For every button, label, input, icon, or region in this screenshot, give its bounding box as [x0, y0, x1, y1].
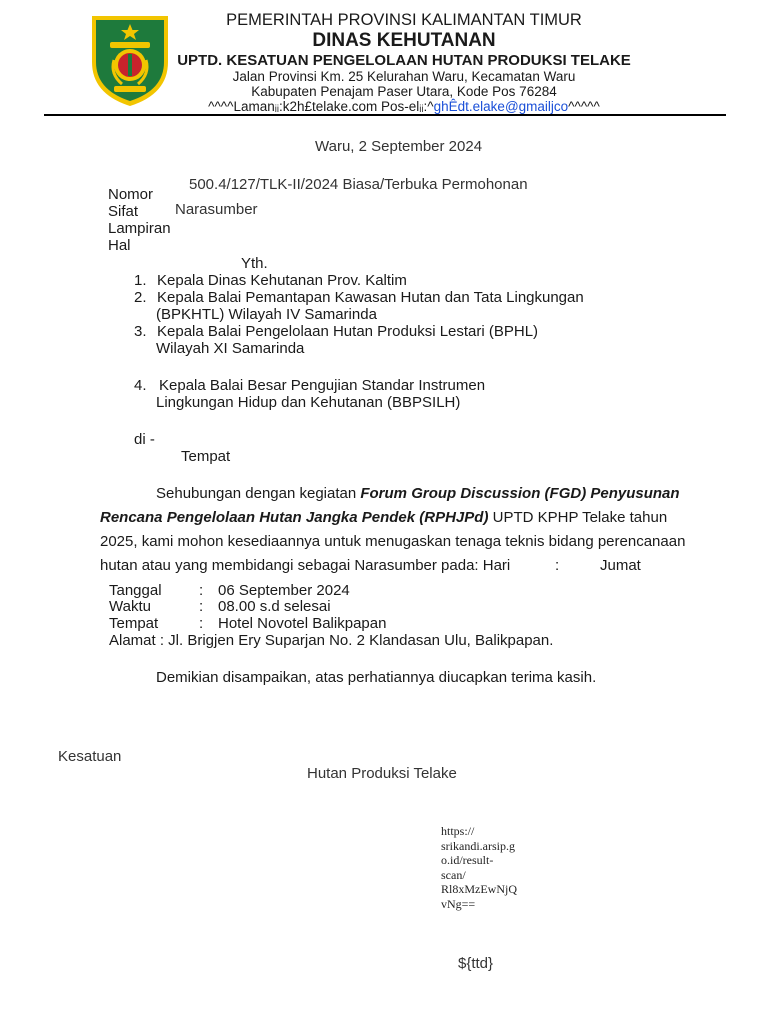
body-day-colon: : [555, 557, 560, 574]
body-event-title-2: Rencana Pengelolaan Hutan Jangka Pendek (RPHJPd) [100, 509, 489, 526]
letter-date: Waru, 2 September 2024 [315, 138, 483, 155]
recipient-tempat: Tempat [181, 448, 231, 465]
recipient-2-line-1: Kepala Balai Pemantapan Kawasan Hutan dan Tata Lingkungan [157, 289, 584, 306]
recipient-4-line-1: Kepala Balai Besar Pengujian Standar Instrumen [159, 377, 486, 394]
body-paragraph [100, 482, 710, 578]
body-intro: Sehubungan dengan kegiatan [156, 485, 361, 502]
salutation-yth: Yth. [241, 255, 268, 272]
header-unit: UPTD. KESATUAN PENGELOLAAN HUTAN PRODUKSI TELAKE [177, 52, 631, 69]
label-nomor: Nomor [108, 186, 154, 203]
subject-value: Narasumber [175, 201, 258, 218]
body-event-title-1: Forum Group Discussion (FGD) Penyusunan [360, 485, 680, 502]
contact-email-link[interactable]: ghÊdt.elake@gmailjco [433, 99, 569, 114]
schedule-value-waktu: 08.00 s.d selesai [218, 598, 331, 615]
schedule-label-tanggal: Tanggal [109, 582, 162, 599]
schedule-value-tempat: Hotel Novotel Balikpapan [218, 615, 387, 632]
url-line: srikandi.arsip.g [441, 838, 515, 853]
contact-website: ^^^^Lamanᵢᵢ:k2h£telake.com Pos-elᵢᵢ:^ [208, 99, 434, 114]
body-day: Jumat [600, 557, 641, 574]
letter-number: 500.4/127/TLK-II/2024 Biasa/Terbuka Permohonan [189, 176, 528, 193]
url-line: https:// [441, 824, 475, 838]
signature-unit-center: Hutan Produksi Telake [307, 765, 457, 782]
body-unit-year: UPTD KPHP Telake tahun [488, 509, 668, 526]
recipient-3-line-1: Kepala Balai Pengelolaan Hutan Produksi Lestari (BPHL) [157, 323, 539, 340]
recipient-3-number: 3. [134, 323, 147, 340]
recipient-1: Kepala Dinas Kehutanan Prov. Kaltim [157, 272, 407, 289]
recipient-3-line-2: Wilayah XI Samarinda [156, 340, 305, 357]
verification-url[interactable] [441, 824, 517, 911]
recipient-1-number: 1. [134, 272, 147, 289]
url-line: o.id/result- [441, 853, 494, 867]
url-line: vNg== [441, 896, 476, 911]
header-agency: DINAS KEHUTANAN [312, 30, 496, 51]
body-request: 2025, kami mohon kesediaannya untuk menugaskan tenaga teknis bidang perencanaan [100, 533, 686, 550]
label-sifat: Sifat [108, 203, 139, 220]
recipient-di: di - [134, 431, 155, 448]
url-line: Rl8xMzEwNjQ [441, 882, 517, 896]
header-divider [44, 114, 726, 116]
schedule-label-tempat: Tempat [109, 615, 159, 632]
header-address-1: Jalan Provinsi Km. 25 Kelurahan Waru, Kecamatan Waru [232, 69, 576, 84]
signature-placeholder: ${ttd} [458, 955, 494, 972]
recipient-4-number: 4. [134, 377, 147, 394]
label-lampiran: Lampiran [108, 220, 171, 237]
schedule-colon-tempat: : [199, 615, 204, 632]
recipient-2-line-2: (BPKHTL) Wilayah IV Samarinda [156, 306, 377, 323]
header-government: PEMERINTAH PROVINSI KALIMANTAN TIMUR [226, 11, 582, 29]
schedule-alamat: Alamat : Jl. Brigjen Ery Suparjan No. 2 Klandasan Ulu, Balikpapan. [109, 632, 554, 649]
contact-suffix: ^^^^^ [568, 99, 600, 114]
header-contact [20, 99, 768, 114]
schedule-colon-tanggal: : [199, 582, 204, 599]
schedule-value-tanggal: 06 September 2024 [218, 582, 350, 599]
body-role: hutan atau yang membidangi sebagai Narasumber pada: Hari [100, 557, 511, 574]
signature-unit-left: Kesatuan [58, 748, 122, 765]
label-hal: Hal [108, 237, 131, 254]
header-address-2: Kabupaten Penajam Paser Utara, Kode Pos 76284 [251, 84, 557, 99]
schedule-colon-waktu: : [199, 598, 204, 615]
recipient-4-line-2: Lingkungan Hidup dan Kehutanan (BBPSILH) [156, 394, 461, 411]
url-line: scan/ [441, 867, 466, 882]
schedule-label-waktu: Waktu [109, 598, 151, 615]
recipient-2-number: 2. [134, 289, 147, 306]
closing-sentence: Demikian disampaikan, atas perhatiannya diucapkan terima kasih. [156, 669, 597, 686]
